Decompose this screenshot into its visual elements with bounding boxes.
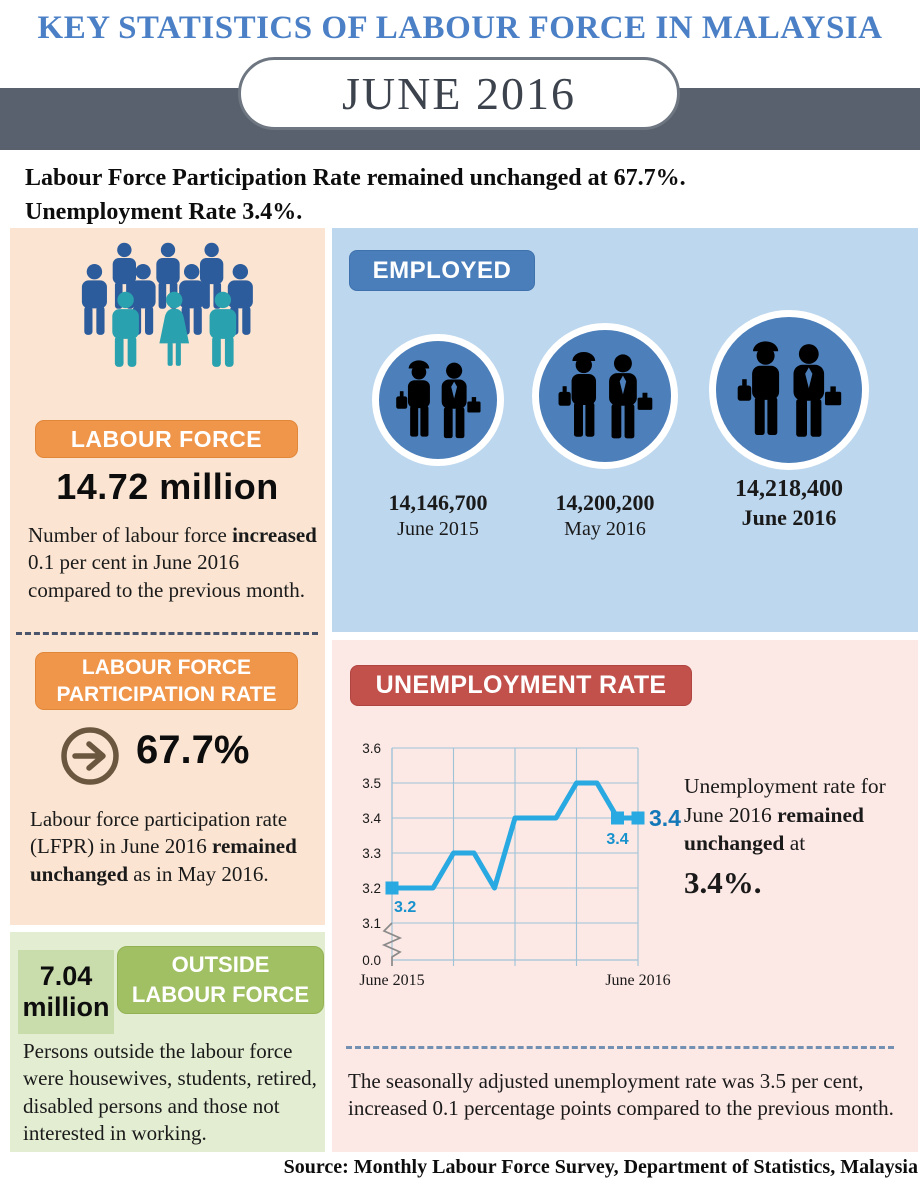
labour-force-desc-post: 0.1 per cent in June 2016 compared to the previous month. bbox=[28, 550, 306, 602]
outside-labour-force-description: Persons outside the labour force were housewives, students, retired, disabled persons and those not interested in working. bbox=[23, 1039, 317, 1145]
unemployment-badge bbox=[350, 665, 692, 706]
lfpr-desc-post: as in May 2016. bbox=[128, 861, 269, 886]
employed-panel bbox=[332, 228, 918, 632]
labour-force-badge-label: LABOUR FORCE bbox=[70, 425, 263, 452]
unemployment-badge-label: UNEMPLOYMENT RATE bbox=[375, 671, 667, 699]
svg-text:0.0: 0.0 bbox=[362, 953, 381, 968]
outside-labour-force-panel bbox=[10, 932, 325, 1152]
unemployment-note bbox=[684, 772, 916, 903]
unemployment-note-post: at bbox=[784, 831, 806, 856]
lfpr-desc-bold: remained unchanged bbox=[30, 834, 297, 886]
svg-text:3.4: 3.4 bbox=[649, 805, 681, 831]
period-pill: JUNE 2016 bbox=[238, 57, 680, 130]
crowd-icon bbox=[62, 242, 274, 406]
svg-text:3.4: 3.4 bbox=[362, 811, 381, 826]
unemployment-footnote: The seasonally adjusted unemployment rate was 3.5 per cent, increased 0.1 percentage points compared to the previous month. bbox=[348, 1069, 894, 1121]
olf-badge-line2: LABOUR FORCE bbox=[131, 982, 310, 1007]
unemployment-rate-line-chart bbox=[338, 733, 690, 1003]
employed-value: 14,200,200 bbox=[555, 490, 655, 515]
labour-force-description bbox=[28, 522, 320, 604]
divider-dashed bbox=[16, 632, 318, 635]
labour-force-desc-bold: increased bbox=[232, 523, 317, 547]
lfpr-badge-line1: LABOUR FORCE bbox=[81, 655, 252, 679]
workers-icon bbox=[390, 356, 486, 444]
outside-labour-force-badge bbox=[117, 946, 324, 1014]
employed-badge bbox=[349, 250, 535, 291]
key-summary-line2: Unemployment Rate 3.4%. bbox=[25, 198, 303, 225]
svg-text:3.4: 3.4 bbox=[606, 831, 629, 848]
arrow-circle-icon bbox=[58, 724, 122, 788]
svg-text:3.3: 3.3 bbox=[362, 846, 381, 861]
lfpr-badge bbox=[35, 652, 298, 710]
unemployment-note-bold: remained unchanged bbox=[684, 802, 864, 856]
employed-label: June 2015 bbox=[397, 518, 479, 540]
employed-value: 14,146,700 bbox=[388, 490, 488, 515]
olf-value-unit: million bbox=[22, 992, 110, 1022]
svg-text:June 2016: June 2016 bbox=[605, 972, 671, 989]
lfpr-value: 67.7% bbox=[136, 728, 250, 772]
svg-text:3.2: 3.2 bbox=[394, 899, 417, 916]
svg-text:3.1: 3.1 bbox=[362, 916, 381, 931]
workers-icon bbox=[730, 336, 848, 444]
unemployment-note-pre: Unemployment rate for June 2016 bbox=[684, 774, 886, 827]
key-summary bbox=[25, 162, 805, 229]
olf-value-number: 7.04 bbox=[39, 960, 93, 991]
unemployment-panel bbox=[332, 640, 918, 1152]
lfpr-desc-pre: Labour force participation rate (LFPR) in June 2016 bbox=[30, 807, 288, 859]
key-summary-line1: Labour Force Participation Rate remained unchanged at 67.7%. bbox=[25, 165, 686, 191]
lfpr-description bbox=[30, 806, 318, 888]
workers-icon bbox=[552, 347, 658, 445]
lfpr-badge-line2: PARTICIPATION RATE bbox=[56, 683, 277, 706]
labour-force-badge bbox=[35, 420, 298, 458]
employed-circle-jun2016 bbox=[709, 310, 869, 470]
olf-badge-line1: OUTSIDE bbox=[171, 952, 270, 978]
labour-force-panel bbox=[10, 228, 325, 925]
unemployment-note-value: 3.4%. bbox=[684, 864, 762, 900]
divider-dashed bbox=[346, 1046, 894, 1049]
svg-text:3.5: 3.5 bbox=[362, 776, 381, 791]
svg-text:June 2015: June 2015 bbox=[359, 972, 425, 989]
labour-force-desc-pre: Number of labour force bbox=[28, 523, 233, 547]
source-line: Source: Monthly Labour Force Survey, Department of Statistics, Malaysia bbox=[283, 1156, 918, 1178]
employed-label: June 2016 bbox=[741, 505, 837, 530]
svg-text:3.6: 3.6 bbox=[362, 741, 381, 756]
outside-labour-force-value bbox=[18, 950, 114, 1034]
employed-label: May 2016 bbox=[564, 518, 646, 540]
employed-stat bbox=[528, 490, 682, 541]
employed-value: 14,218,400 bbox=[735, 476, 843, 502]
employed-badge-label: EMPLOYED bbox=[372, 256, 512, 284]
employed-stat bbox=[704, 476, 874, 531]
svg-text:3.2: 3.2 bbox=[362, 881, 381, 896]
page-title: KEY STATISTICS OF LABOUR FORCE IN MALAYSIA bbox=[37, 10, 883, 46]
employed-circle-may2016 bbox=[532, 323, 678, 469]
employed-stat bbox=[368, 490, 508, 541]
employed-circle-jun2015 bbox=[372, 334, 504, 466]
labour-force-value: 14.72 million bbox=[56, 466, 279, 507]
